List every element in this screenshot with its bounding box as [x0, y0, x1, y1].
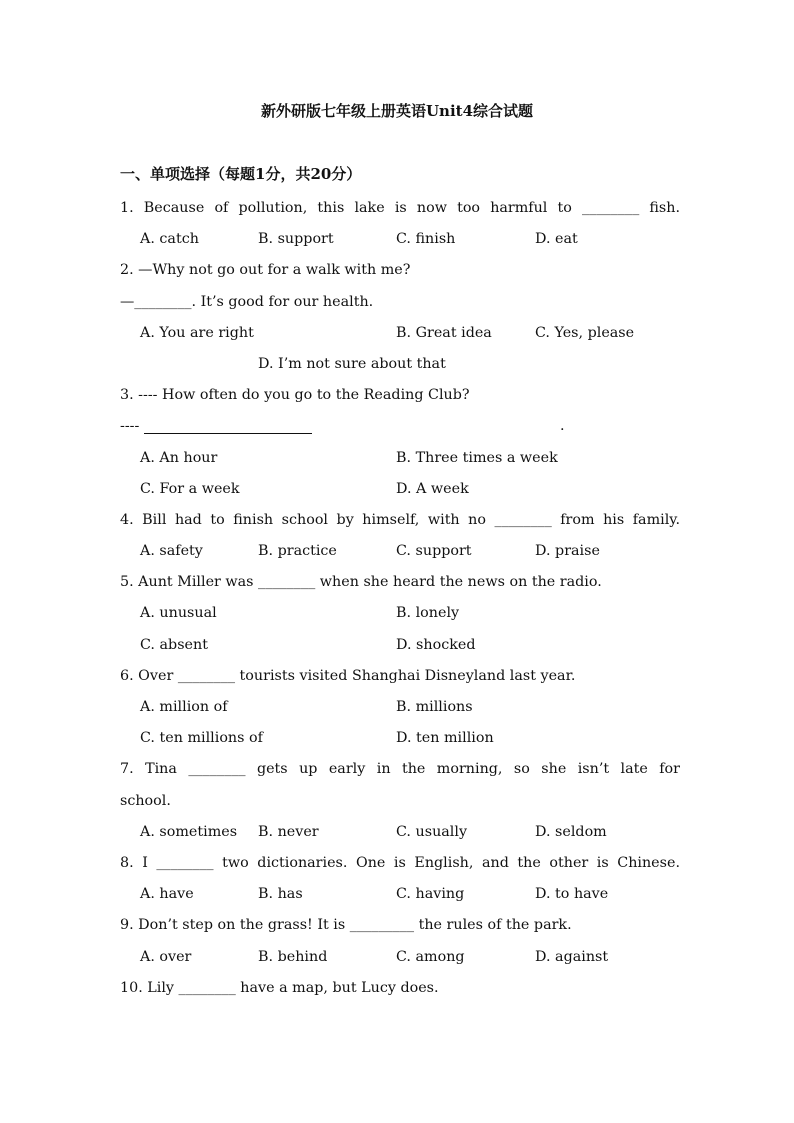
option-c: C. Yes, please — [535, 324, 635, 341]
option-d: D. praise — [535, 543, 600, 560]
question-8-options — [120, 879, 680, 910]
question-5-options-row2 — [120, 630, 680, 661]
option-c: C. having — [396, 886, 465, 903]
option-a: A. million of — [140, 699, 228, 715]
option-c: C. For a week — [140, 480, 240, 497]
question-2-options-row1 — [120, 318, 680, 349]
option-c: C. among — [396, 948, 465, 965]
option-d: D. to have — [535, 886, 609, 903]
option-d: D. ten million — [396, 730, 494, 747]
option-b: B. lonely — [396, 605, 460, 622]
option-d: D. against — [535, 948, 609, 965]
option-c: C. usually — [396, 823, 468, 840]
option-d: D. seldom — [535, 823, 607, 840]
option-a: A. safety — [140, 543, 203, 560]
option-c: C. ten millions of — [140, 730, 263, 747]
option-c: C. support — [396, 543, 472, 560]
option-c: C. finish — [396, 231, 456, 248]
question-2-options-row2 — [120, 349, 680, 380]
question-1-options — [120, 224, 680, 255]
question-4-options — [120, 536, 680, 567]
option-b: B. millions — [396, 699, 473, 715]
question-2: 2. —Why not go out for a walk with me? — [120, 262, 411, 279]
option-b: B. never — [258, 823, 319, 840]
question-6-options-row2 — [120, 723, 680, 754]
option-c: C. absent — [140, 636, 208, 653]
question-3: 3. ---- How often do you go to the Reading Club? — [120, 387, 470, 404]
section-heading: 一、单项选择（每题1分，共20分） — [120, 165, 362, 183]
question-4: 4. Bill had to finish school by himself, with no ________ from his family. — [120, 511, 680, 528]
question-6-options-row1 — [120, 692, 680, 723]
question-7-continued: school. — [120, 792, 171, 809]
option-b: B. Three times a week — [396, 449, 558, 466]
option-a: A. have — [140, 886, 194, 903]
option-b: B. support — [258, 231, 334, 248]
question-8: 8. I ________ two dictionaries. One is English, and the other is Chinese. — [120, 854, 680, 871]
question-3-reply — [120, 411, 680, 442]
question-5-options-row1 — [120, 598, 680, 629]
option-d: D. eat — [535, 231, 578, 248]
option-d: D. shocked — [396, 636, 476, 653]
option-b: B. Great idea — [396, 324, 492, 341]
option-a: A. catch — [140, 231, 199, 248]
question-3-options-row2 — [120, 474, 680, 505]
option-b: B. has — [258, 886, 303, 903]
question-2-reply: —________. It’s good for our health. — [120, 293, 374, 310]
answer-blank — [144, 417, 312, 434]
option-d: D. I’m not sure about that — [258, 355, 446, 372]
question-7: 7. Tina ________ gets up early in the morning, so she isn’t late for — [120, 761, 680, 778]
question-10: 10. Lily ________ have a map, but Lucy does. — [120, 979, 439, 996]
question-1: 1. Because of pollution, this lake is now too harmful to ________ fish. — [120, 200, 680, 216]
question-list — [120, 193, 680, 1004]
option-b: B. behind — [258, 948, 328, 965]
option-a: A. over — [140, 948, 192, 965]
option-a: A. An hour — [140, 449, 218, 466]
option-d: D. A week — [396, 480, 469, 497]
option-a: A. unusual — [140, 605, 217, 622]
option-a: A. You are right — [140, 324, 254, 341]
question-7-options — [120, 817, 680, 848]
question-9: 9. Don’t step on the grass! It is _________ the rules of the park. — [120, 917, 572, 934]
question-6: 6. Over ________ tourists visited Shanghai Disneyland last year. — [120, 667, 576, 684]
option-b: B. practice — [258, 543, 337, 560]
option-a: A. sometimes — [140, 823, 238, 840]
question-5: 5. Aunt Miller was ________ when she heard the news on the radio. — [120, 574, 602, 591]
period: . — [560, 418, 565, 435]
dash-prefix: ---- — [120, 418, 140, 435]
question-9-options — [120, 942, 680, 973]
question-3-options-row1 — [120, 443, 680, 474]
page-title: 新外研版七年级上册英语Unit4综合试题 — [260, 102, 534, 120]
